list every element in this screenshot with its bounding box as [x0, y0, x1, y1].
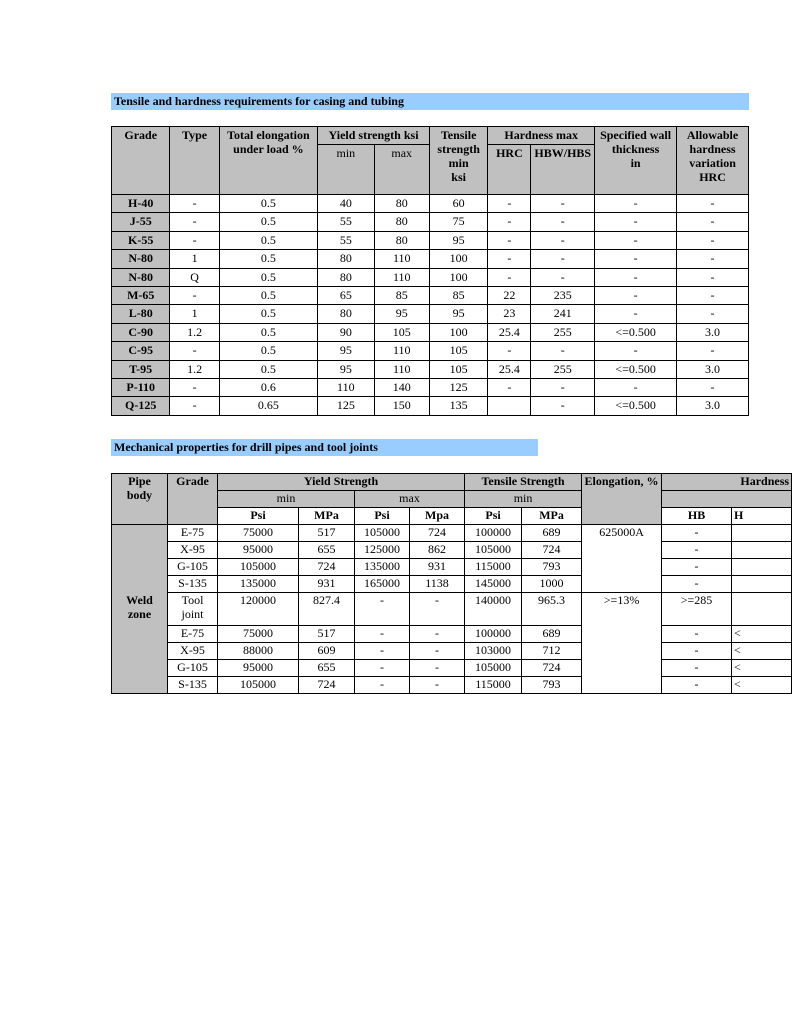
table-cell: 609: [299, 643, 355, 660]
table-cell: -: [410, 593, 465, 626]
pipe-body-group: [112, 525, 168, 593]
table-cell: 0.5: [219, 250, 317, 268]
table-cell: 125: [318, 397, 374, 415]
table-cell: 105000: [465, 542, 522, 559]
table-cell: -: [662, 643, 732, 660]
table-cell: -: [677, 195, 749, 213]
table-cell: E-75: [168, 525, 218, 542]
table-cell: -: [677, 286, 749, 304]
table-cell: 95: [374, 305, 429, 323]
table-cell: -: [595, 378, 677, 396]
table-cell: -: [355, 593, 410, 626]
table-cell: 55: [318, 231, 374, 249]
header-elongation: Elongation, %: [582, 474, 662, 525]
table-cell: -: [531, 195, 595, 213]
table-cell: Tool joint: [168, 593, 218, 626]
header-hb: HB: [662, 508, 732, 525]
table-cell: -: [662, 626, 732, 643]
table-cell: 85: [429, 286, 487, 304]
table-cell: 120000: [218, 593, 299, 626]
table-cell: 95000: [218, 542, 299, 559]
header-tensile-strength: Tensile strength min ksi: [429, 127, 487, 195]
table-cell: 140000: [465, 593, 522, 626]
header-tensile-min-2: min: [465, 491, 582, 508]
header-allowable-hardness: Allowable hardness variation HRC: [677, 127, 749, 195]
table-row: [112, 250, 749, 268]
table-cell: -: [595, 268, 677, 286]
table-cell: 1: [170, 250, 219, 268]
header-yield-strength: Yield strength ksi: [318, 127, 430, 145]
header-hrc-2: H: [732, 508, 792, 525]
header-grade: Grade: [112, 127, 170, 195]
table-cell: -: [677, 305, 749, 323]
table-cell: 0.5: [219, 195, 317, 213]
table-cell: -: [531, 342, 595, 360]
header-pipe-body: Pipe body: [112, 474, 168, 525]
table-cell: [732, 559, 792, 576]
header-yield-max: max: [374, 145, 429, 195]
table-cell: -: [595, 286, 677, 304]
table-cell: 110: [374, 360, 429, 378]
table-cell: X-95: [168, 542, 218, 559]
table-cell: 80: [374, 195, 429, 213]
table-cell: 235: [531, 286, 595, 304]
table-row: [112, 323, 749, 341]
table-row: [112, 231, 749, 249]
table-cell: -: [677, 213, 749, 231]
table-cell: -: [531, 231, 595, 249]
table-cell: 80: [374, 231, 429, 249]
table-cell: 40: [318, 195, 374, 213]
table-cell: 655: [299, 660, 355, 677]
header-specified-wall: Specified wall thickness in: [595, 127, 677, 195]
table-cell: 712: [522, 643, 582, 660]
table-cell: -: [662, 576, 732, 593]
table-cell: 95000: [218, 660, 299, 677]
table-cell: [732, 525, 792, 542]
table-cell: 1138: [410, 576, 465, 593]
table-cell: -: [170, 342, 219, 360]
table-cell: 75000: [218, 525, 299, 542]
table-row: [112, 360, 749, 378]
table-cell: 1000: [522, 576, 582, 593]
table-cell: 724: [410, 525, 465, 542]
table-cell: 105: [429, 342, 487, 360]
table-cell: <: [732, 677, 792, 694]
grade-cell: C-90: [112, 323, 170, 341]
header-psi-tensile: Psi: [465, 508, 522, 525]
grade-cell: N-80: [112, 250, 170, 268]
header-yield-min: min: [318, 145, 374, 195]
table-cell: -: [531, 250, 595, 268]
table-cell: 105000: [355, 525, 410, 542]
table-cell: -: [488, 378, 531, 396]
table-cell: -: [595, 305, 677, 323]
table-cell: -: [662, 677, 732, 694]
table-row: [112, 593, 792, 626]
table-row: [112, 525, 792, 542]
table-cell: 1.2: [170, 323, 219, 341]
table-cell: -: [595, 231, 677, 249]
table-cell: -: [170, 397, 219, 415]
table-cell: 0.5: [219, 342, 317, 360]
table-cell: 724: [299, 677, 355, 694]
table-cell: 105000: [218, 559, 299, 576]
table-cell: <: [732, 660, 792, 677]
table-cell: 0.5: [219, 286, 317, 304]
table-cell: 75: [429, 213, 487, 231]
table-cell: 125000: [355, 542, 410, 559]
table-row: [112, 195, 749, 213]
table-row: [112, 677, 792, 694]
table-cell: 3.0: [677, 323, 749, 341]
table-cell: 3.0: [677, 397, 749, 415]
table-cell: 0.65: [219, 397, 317, 415]
table-row: [112, 643, 792, 660]
weld-zone-label: Weld zone: [112, 593, 168, 694]
grade-cell: K-55: [112, 231, 170, 249]
table-cell: S-135: [168, 677, 218, 694]
table-cell: 60: [429, 195, 487, 213]
table-cell: 1: [170, 305, 219, 323]
table-cell: 965.3: [522, 593, 582, 626]
table-cell: 517: [299, 626, 355, 643]
table-cell: -: [488, 213, 531, 231]
table-cell: 95: [429, 231, 487, 249]
table-cell: -: [677, 250, 749, 268]
table-cell: 110: [374, 250, 429, 268]
table-cell: 793: [522, 677, 582, 694]
grade-cell: Q-125: [112, 397, 170, 415]
table-cell: 110: [374, 342, 429, 360]
header-yield-min-2: min: [218, 491, 355, 508]
table-cell: -: [677, 378, 749, 396]
table-cell: 25.4: [488, 323, 531, 341]
table-cell: 105: [374, 323, 429, 341]
table-cell: 145000: [465, 576, 522, 593]
table-cell: -: [488, 195, 531, 213]
grade-cell: P-110: [112, 378, 170, 396]
table-row: [112, 213, 749, 231]
table-cell: -: [170, 213, 219, 231]
table-cell: 105000: [218, 677, 299, 694]
table-cell: G-105: [168, 559, 218, 576]
elongation-cell: >=13%: [582, 593, 662, 694]
table-cell: -: [410, 660, 465, 677]
table-cell: -: [677, 268, 749, 286]
table-cell: 80: [374, 213, 429, 231]
table-cell: 241: [531, 305, 595, 323]
table-cell: 0.6: [219, 378, 317, 396]
grade-cell: J-55: [112, 213, 170, 231]
table-row: [112, 542, 792, 559]
header-hardness-blank: [662, 491, 792, 508]
table-cell: 1.2: [170, 360, 219, 378]
table-row: [112, 660, 792, 677]
table-cell: S-135: [168, 576, 218, 593]
table-row: [112, 286, 749, 304]
table-cell: 931: [410, 559, 465, 576]
table-cell: 65: [318, 286, 374, 304]
table-cell: -: [170, 378, 219, 396]
casing-tubing-table: [111, 126, 749, 416]
table-cell: 0.5: [219, 360, 317, 378]
table-cell: 75000: [218, 626, 299, 643]
header-hardness: Hardness: [662, 474, 792, 491]
table-cell: -: [355, 677, 410, 694]
table-cell: 23: [488, 305, 531, 323]
table-cell: <=0.500: [595, 397, 677, 415]
table-cell: -: [488, 250, 531, 268]
table-row: [112, 559, 792, 576]
header-hbw-hbs: HBW/HBS: [531, 145, 595, 195]
table-cell: X-95: [168, 643, 218, 660]
header-tensile-strength-2: Tensile Strength: [465, 474, 582, 491]
table-cell: 103000: [465, 643, 522, 660]
grade-cell: L-80: [112, 305, 170, 323]
table-cell: [732, 542, 792, 559]
table-cell: -: [662, 542, 732, 559]
table-cell: 255: [531, 360, 595, 378]
table-cell: 135000: [355, 559, 410, 576]
table-cell: 0.5: [219, 231, 317, 249]
table-cell: 80: [318, 305, 374, 323]
header-yield-strength-2: Yield Strength: [218, 474, 465, 491]
table-cell: 100: [429, 250, 487, 268]
table-cell: 100000: [465, 626, 522, 643]
table-cell: 90: [318, 323, 374, 341]
table-cell: 80: [318, 268, 374, 286]
table-cell: 95: [318, 360, 374, 378]
table-cell: -: [662, 660, 732, 677]
table-cell: -: [355, 643, 410, 660]
table2-title: Mechanical properties for drill pipes and tool joints: [111, 439, 538, 456]
header-type: Type: [170, 127, 219, 195]
table-cell: -: [531, 213, 595, 231]
table-cell: 517: [299, 525, 355, 542]
table-cell: 125: [429, 378, 487, 396]
table-cell: 827.4: [299, 593, 355, 626]
header-mpa-tensile: MPa: [522, 508, 582, 525]
table-cell: 80: [318, 250, 374, 268]
table-cell: -: [662, 525, 732, 542]
table-row: [112, 576, 792, 593]
header-hrc: HRC: [488, 145, 531, 195]
table-cell: 25.4: [488, 360, 531, 378]
table-row: [112, 397, 749, 415]
table-cell: 95: [318, 342, 374, 360]
table-row: [112, 305, 749, 323]
table-cell: 135000: [218, 576, 299, 593]
table-cell: -: [170, 286, 219, 304]
table-cell: 88000: [218, 643, 299, 660]
table-cell: -: [531, 378, 595, 396]
header-psi-min: Psi: [218, 508, 299, 525]
table-cell: <: [732, 643, 792, 660]
header-yield-max-2: max: [355, 491, 465, 508]
grade-cell: C-95: [112, 342, 170, 360]
table-row: [112, 268, 749, 286]
table-cell: 100: [429, 323, 487, 341]
table-cell: 110: [318, 378, 374, 396]
table-cell: >=285: [662, 593, 732, 626]
table-cell: 115000: [465, 677, 522, 694]
table-cell: 140: [374, 378, 429, 396]
table-cell: -: [531, 397, 595, 415]
table-cell: <=0.500: [595, 360, 677, 378]
table-cell: 150: [374, 397, 429, 415]
table-cell: 689: [522, 626, 582, 643]
header-hardness-max: Hardness max: [488, 127, 595, 145]
table-cell: 0.5: [219, 268, 317, 286]
table-cell: -: [170, 231, 219, 249]
table-cell: <=0.500: [595, 323, 677, 341]
table-cell: 100000: [465, 525, 522, 542]
table-cell: 724: [522, 660, 582, 677]
table-cell: -: [531, 268, 595, 286]
table-cell: 110: [374, 268, 429, 286]
header-total-elongation: Total elongation under load %: [219, 127, 317, 195]
table-row: [112, 342, 749, 360]
table-cell: -: [595, 250, 677, 268]
header-psi-max: Psi: [355, 508, 410, 525]
table-cell: -: [595, 213, 677, 231]
table-cell: 55: [318, 213, 374, 231]
table-cell: -: [662, 559, 732, 576]
table-cell: 105: [429, 360, 487, 378]
grade-cell: M-65: [112, 286, 170, 304]
table-cell: -: [595, 195, 677, 213]
table-cell: G-105: [168, 660, 218, 677]
header-mpa-min: MPa: [299, 508, 355, 525]
elongation-cell: 625000A: [582, 525, 662, 593]
table-cell: 862: [410, 542, 465, 559]
table-cell: -: [355, 626, 410, 643]
table-cell: -: [488, 268, 531, 286]
drill-pipe-table: [111, 473, 792, 694]
table1-title: Tensile and hardness requirements for casing and tubing: [111, 93, 749, 110]
table-cell: -: [355, 660, 410, 677]
table-cell: [488, 397, 531, 415]
table-cell: 135: [429, 397, 487, 415]
grade-cell: N-80: [112, 268, 170, 286]
table-cell: 105000: [465, 660, 522, 677]
table-cell: 100: [429, 268, 487, 286]
table-cell: E-75: [168, 626, 218, 643]
table-cell: -: [488, 342, 531, 360]
grade-cell: H-40: [112, 195, 170, 213]
table-cell: 22: [488, 286, 531, 304]
table-cell: 3.0: [677, 360, 749, 378]
table-cell: 0.5: [219, 323, 317, 341]
table-cell: 0.5: [219, 213, 317, 231]
table-cell: 165000: [355, 576, 410, 593]
table-cell: 0.5: [219, 305, 317, 323]
table-cell: 655: [299, 542, 355, 559]
table-cell: 724: [522, 542, 582, 559]
table-cell: 255: [531, 323, 595, 341]
table-cell: -: [677, 342, 749, 360]
table-cell: 931: [299, 576, 355, 593]
table-cell: -: [595, 342, 677, 360]
grade-cell: T-95: [112, 360, 170, 378]
table-cell: <: [732, 626, 792, 643]
table-cell: 793: [522, 559, 582, 576]
table-cell: 95: [429, 305, 487, 323]
table-cell: 689: [522, 525, 582, 542]
table-row: [112, 378, 749, 396]
table-cell: 115000: [465, 559, 522, 576]
table-row: [112, 626, 792, 643]
table-cell: [732, 576, 792, 593]
header-mpa-max: Mpa: [410, 508, 465, 525]
table-cell: -: [410, 643, 465, 660]
table-cell: -: [410, 677, 465, 694]
table-cell: -: [410, 626, 465, 643]
table-cell: Q: [170, 268, 219, 286]
table-cell: 85: [374, 286, 429, 304]
table-cell: -: [677, 231, 749, 249]
table-cell: [732, 593, 792, 626]
table-cell: -: [488, 231, 531, 249]
header-grade-2: Grade: [168, 474, 218, 525]
table-cell: 724: [299, 559, 355, 576]
table-cell: -: [170, 195, 219, 213]
